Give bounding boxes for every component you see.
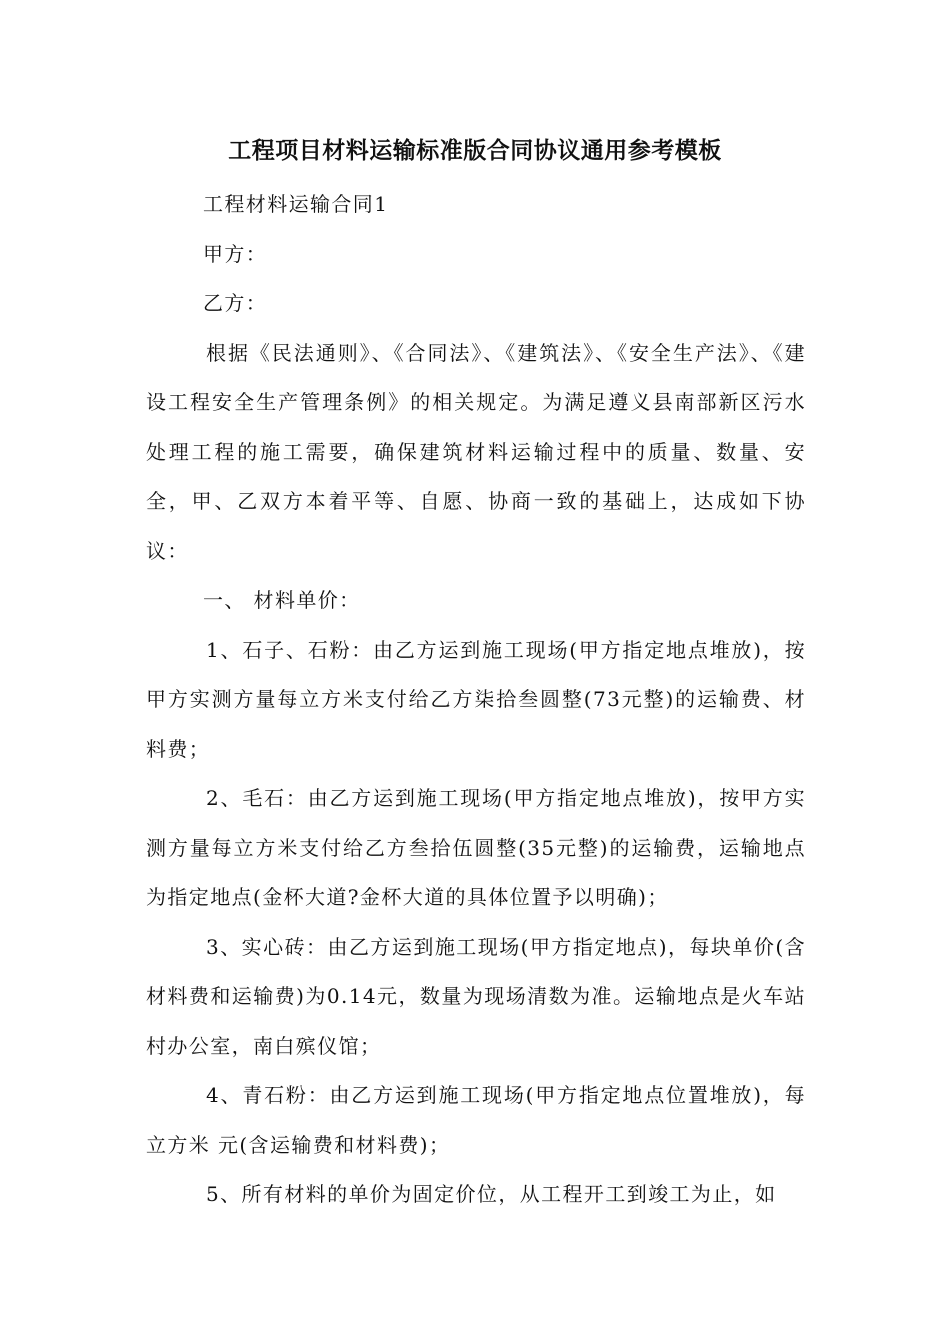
document-body (146, 180, 806, 1220)
party-a-line: 甲方： (203, 241, 268, 266)
clause-2: 2、毛石：由乙方运到施工现场(甲方指定地点堆放)，按甲方实测方量每立方米支付给乙方叁拾伍圆整(35元整)的运输费，运输地点为指定地点(金杯大道?金杯大道的具体位置予以明确)； (146, 786, 806, 909)
document-title: 工程项目材料运输标准版合同协议通用参考模板 (228, 138, 722, 164)
clause-3: 3、实心砖：由乙方运到施工现场(甲方指定地点)，每块单价(含材料费和运输费)为0.14元，数量为现场清数为准。运输地点是火车站村办公室，南白殡仪馆； (146, 934, 806, 1058)
section-heading: 一、 材料单价： (203, 588, 361, 612)
clause-4: 4、青石粉：由乙方运到施工现场(甲方指定地点位置堆放)，每立方米 元(含运输费和材料费)； (146, 1083, 806, 1157)
contract-heading: 工程材料运输合同1 (203, 192, 389, 216)
clause-1: 1、石子、石粉：由乙方运到施工现场(甲方指定地点堆放)，按甲方实测方量每立方米支付给乙方柒拾叁圆整(73元整)的运输费、材料费； (146, 637, 806, 761)
clause-5: 5、所有材料的单价为固定价位，从工程开工到竣工为止，如 (206, 1182, 777, 1206)
party-b-line: 乙方： (203, 291, 268, 315)
preamble-paragraph: 根据《民法通则》、《合同法》、《建筑法》、《安全生产法》、《建设工程安全生产管理条例》的相关规定。为满足遵义县南部新区污水处理工程的施工需要，确保建筑材料运输过程中的质量、数量、安全，甲、乙双方本着平等、自愿、协商一致的基础上，达成如下协议： (146, 340, 806, 563)
